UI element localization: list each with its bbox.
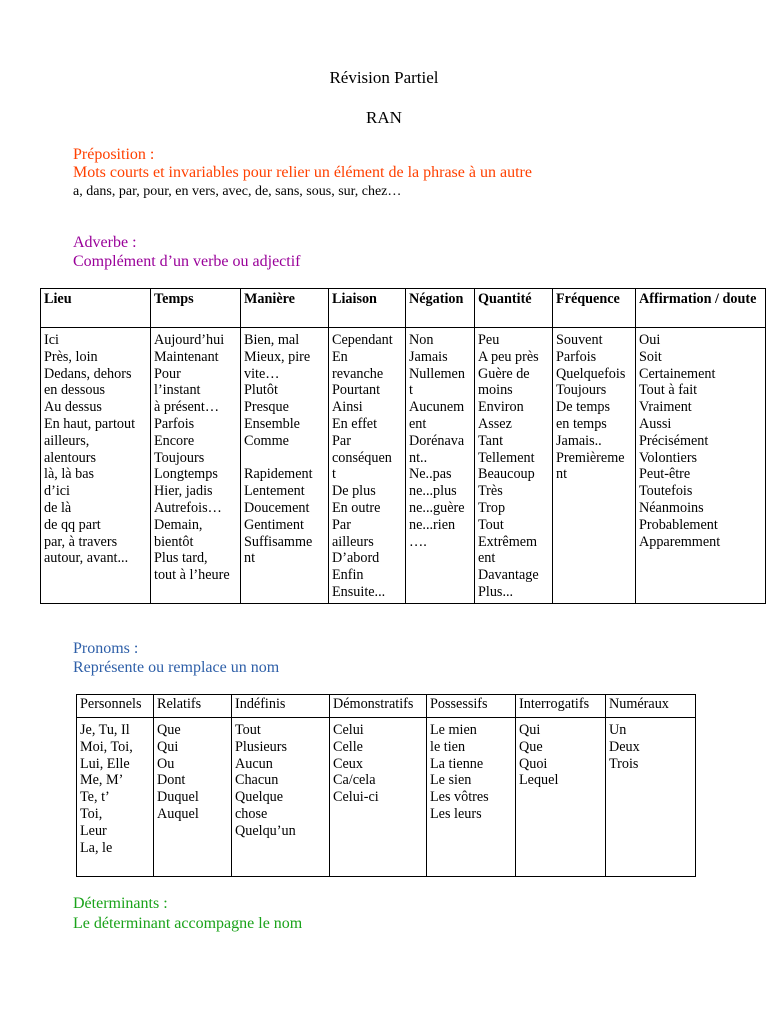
- adverbe-table-cell-line: revanche: [332, 365, 384, 382]
- adverbe-table-cell-line: Toutefois: [639, 483, 693, 500]
- adverbe-table-cell-line: Néanmoins: [639, 499, 704, 516]
- pronoms-heading: Pronoms :: [73, 640, 139, 657]
- adverbe-table-cell-line: de qq part: [44, 516, 101, 533]
- preposition-definition: Mots courts et invariables pour relier un élément de la phrase à un autre: [73, 164, 532, 181]
- adverbe-table-cell-line: Précisément: [639, 432, 709, 449]
- adverbe-table-cell-line: Oui: [639, 332, 661, 348]
- adverbe-table-cell-line: De plus: [332, 483, 376, 500]
- adverbe-table-cell-line: ailleurs: [332, 533, 374, 550]
- adverbe-table-cell-line: Souvent: [556, 332, 603, 348]
- adverbe-table-cell-line: A peu près: [478, 348, 539, 365]
- adverbe-table-cell-line: Aucunem: [409, 399, 465, 416]
- adverbe-table-cell-line: Gentiment: [244, 516, 304, 533]
- adverbe-table-cell-line: Demain,: [154, 516, 203, 533]
- adverbe-table-cell-line: ailleurs,: [44, 432, 90, 449]
- adverbe-table-cell-line: Parfois: [154, 415, 195, 432]
- adverbe-table-cell-line: Par: [332, 432, 351, 449]
- pronoms-table-cell-line: Quelque: [235, 789, 284, 806]
- pronoms-table-cell-line: Quoi: [519, 755, 548, 772]
- adverbe-table-cell-line: là, là bas: [44, 466, 95, 483]
- adverbe-table-cell-line: Ici: [44, 332, 59, 348]
- adverbe-table-cell-line: Tout à fait: [639, 382, 698, 399]
- adverbe-table-column-header: Négation: [406, 289, 475, 328]
- adverbe-table-cell-line: autour, avant...: [44, 550, 129, 567]
- adverbe-table-cell-line: En haut, partout: [44, 415, 136, 432]
- adverbe-table-cell-line: Jamais..: [556, 432, 602, 449]
- adverbe-table-cell-line: ….: [409, 533, 427, 550]
- adverbe-table-cell-line: conséquen: [332, 449, 392, 466]
- adverbe-table-cell-line: Toujours: [154, 449, 205, 466]
- pronoms-table: [76, 694, 696, 877]
- adverbe-table-cell-line: Tellement: [478, 449, 535, 466]
- adverbe-table-cell-line: Bien, mal: [244, 332, 300, 348]
- adverbe-table-cell-line: Ainsi: [332, 399, 363, 416]
- adverbe-table-cell-line: Toujours: [556, 382, 607, 399]
- pronoms-table-cell-line: Un: [609, 722, 627, 738]
- adverbe-table: [40, 288, 766, 604]
- adverbe-table-cell-line: Nullemen: [409, 365, 465, 382]
- document-subtitle: RAN: [366, 108, 402, 127]
- adverbe-table-cell-line: Assez: [478, 415, 512, 432]
- adverbe-table-cell-line: Suffisamme: [244, 533, 313, 550]
- adverbe-table-cell-line: En: [332, 348, 348, 365]
- pronoms-table-cell: [427, 718, 516, 877]
- adverbe-table-cell-line: l’instant: [154, 382, 201, 399]
- pronoms-table-cell-line: Tout: [235, 722, 261, 738]
- adverbe-heading: Adverbe :: [73, 234, 137, 251]
- adverbe-table-cell-line: Extrêmem: [478, 533, 538, 550]
- pronoms-table-cell-line: Celui: [333, 722, 364, 738]
- adverbe-table-cell-line: Guère de: [478, 365, 530, 382]
- pronoms-table-column-header: Démonstratifs: [330, 695, 427, 718]
- pronoms-table-cell-line: Je, Tu, Il: [80, 722, 130, 738]
- pronoms-table-cell-line: Les leurs: [430, 805, 482, 822]
- adverbe-table-cell-line: Plus tard,: [154, 550, 208, 567]
- adverbe-table-cell-line: Dedans, dehors: [44, 365, 132, 382]
- adverbe-table-cell-line: Près, loin: [44, 348, 98, 365]
- adverbe-table-cell-line: Longtemps: [154, 466, 218, 483]
- adverbe-table-cell-line: Davantage: [478, 567, 539, 584]
- adverbe-table-cell: [241, 328, 329, 604]
- adverbe-table-cell-line: Beaucoup: [478, 466, 535, 483]
- adverbe-table-cell-line: Par: [332, 516, 351, 533]
- adverbe-table-cell-line: ne...rien: [409, 516, 456, 533]
- adverbe-table-cell-line: Pourtant: [332, 382, 381, 399]
- adverbe-table-cell-line: Aussi: [639, 415, 672, 432]
- adverbe-table-cell-line: Très: [478, 483, 503, 500]
- adverbe-table-cell-line: d’ici: [44, 483, 70, 500]
- adverbe-table-cell: [553, 328, 636, 604]
- adverbe-table-cell-line: ne...plus: [409, 483, 457, 500]
- determinants-heading: Déterminants :: [73, 895, 168, 912]
- pronoms-table-cell-line: Dont: [157, 772, 186, 789]
- adverbe-table-cell-line: Quelquefois: [556, 365, 626, 382]
- pronoms-table-cell-line: Te, t’: [80, 789, 110, 806]
- pronoms-table-cell-line: Quelqu’un: [235, 822, 296, 839]
- pronoms-table-cell-line: Celle: [333, 738, 363, 755]
- pronoms-table-cell-line: Ou: [157, 755, 175, 772]
- adverbe-table-cell-line: En effet: [332, 415, 378, 432]
- adverbe-table-column-header: Manière: [241, 289, 329, 328]
- adverbe-table-cell-line: De temps: [556, 399, 610, 416]
- adverbe-table-cell: [406, 328, 475, 604]
- adverbe-table-column-header: Liaison: [329, 289, 406, 328]
- pronoms-table-cell-line: La tienne: [430, 755, 484, 772]
- adverbe-table-row: [41, 328, 766, 604]
- adverbe-table-cell-line: à présent…: [154, 399, 220, 416]
- pronoms-table-cell-line: Les vôtres: [430, 789, 489, 806]
- pronoms-table-cell-line: Toi,: [80, 805, 103, 822]
- adverbe-table-column-header: Quantité: [475, 289, 553, 328]
- adverbe-table-cell-line: Presque: [244, 399, 289, 416]
- pronoms-table-cell: [77, 718, 154, 877]
- pronoms-table-cell-line: Trois: [609, 755, 639, 772]
- pronoms-table-cell-line: Qui: [157, 738, 179, 755]
- adverbe-table-cell-line: Certainement: [639, 365, 716, 382]
- adverbe-table-cell-line: Non: [409, 332, 434, 348]
- adverbe-table-column-header: Temps: [151, 289, 241, 328]
- adverbe-table-cell-line: bientôt: [154, 533, 194, 550]
- adverbe-table-cell-line: Peu: [478, 332, 500, 348]
- determinants-definition: Le déterminant accompagne le nom: [73, 915, 303, 932]
- adverbe-table-cell-line: Peut-être: [639, 466, 691, 483]
- adverbe-table-cell-line: Apparemment: [639, 533, 721, 550]
- pronoms-table-column-header: Indéfinis: [232, 695, 330, 718]
- adverbe-table-cell-line: alentours: [44, 449, 97, 466]
- adverbe-table-cell-line: Doucement: [244, 499, 310, 516]
- adverbe-table-cell-line: t: [332, 466, 336, 483]
- document-title: Révision Partiel: [329, 68, 439, 87]
- adverbe-table-cell-line: par, à travers: [44, 533, 118, 550]
- adverbe-table-cell-line: moins: [478, 382, 513, 399]
- pronoms-table-cell-line: Lequel: [519, 772, 559, 789]
- pronoms-table-cell-line: Le mien: [430, 722, 477, 738]
- adverbe-table-cell: [636, 328, 766, 604]
- adverbe-table-cell-line: nt..: [409, 449, 428, 466]
- pronoms-table-cell-line: Me, M’: [80, 772, 124, 789]
- adverbe-table-cell-line: Encore: [154, 432, 195, 449]
- pronoms-table-cell-line: chose: [235, 805, 268, 822]
- pronoms-table-cell: [330, 718, 427, 877]
- pronoms-table-cell-line: Plusieurs: [235, 738, 288, 755]
- adverbe-table-cell-line: Dorénava: [409, 432, 465, 449]
- adverbe-table-cell-line: Ensuite...: [332, 583, 386, 600]
- adverbe-table-cell-line: tout à l’heure: [154, 567, 230, 584]
- adverbe-table-cell-line: Hier, jadis: [154, 483, 213, 500]
- pronoms-table-column-header: Relatifs: [154, 695, 232, 718]
- adverbe-table-cell-line: Autrefois…: [154, 499, 222, 516]
- adverbe-table-cell-line: Ensemble: [244, 415, 300, 432]
- pronoms-table-cell: [154, 718, 232, 877]
- pronoms-table-cell-line: Celui-ci: [333, 789, 379, 806]
- adverbe-table-cell-line: Probablement: [639, 516, 718, 533]
- pronoms-table-header: [77, 695, 696, 718]
- pronoms-table-cell: [606, 718, 696, 877]
- pronoms-table-cell-line: Que: [157, 722, 181, 738]
- pronoms-table-column-header: Numéraux: [606, 695, 696, 718]
- adverbe-table-cell-line: nt: [244, 550, 256, 567]
- pronoms-table-cell-line: Qui: [519, 722, 541, 738]
- adverbe-table-cell-line: Parfois: [556, 348, 597, 365]
- adverbe-table-cell: [151, 328, 241, 604]
- pronoms-table-cell-line: Aucun: [235, 755, 273, 772]
- pronoms-table-column-header: Interrogatifs: [516, 695, 606, 718]
- adverbe-table-header: [41, 289, 766, 328]
- adverbe-table-cell-line: de là: [44, 499, 72, 516]
- adverbe-table-cell-line: Mieux, pire: [244, 348, 311, 365]
- adverbe-table-cell-line: Lentement: [244, 483, 305, 500]
- pronoms-table-column-header: Possessifs: [427, 695, 516, 718]
- adverbe-table-cell-line: en dessous: [44, 382, 106, 399]
- adverbe-table-cell-line: vite…: [244, 365, 280, 382]
- adverbe-table-cell-line: Soit: [639, 348, 662, 365]
- adverbe-table-cell-line: Au dessus: [44, 399, 102, 416]
- pronoms-table-cell: [232, 718, 330, 877]
- pronoms-table-cell-line: Que: [519, 738, 543, 755]
- pronoms-table-column-header: Personnels: [77, 695, 154, 718]
- adverbe-table-column-header: Lieu: [41, 289, 151, 328]
- adverbe-table-cell-line: Maintenant: [154, 348, 219, 365]
- adverbe-table-cell-line: Rapidement: [244, 466, 313, 483]
- adverbe-table-cell-line: Plutôt: [244, 382, 278, 399]
- adverbe-table-cell-line: t: [409, 382, 413, 399]
- pronoms-table-cell-line: Auquel: [157, 805, 199, 822]
- adverbe-table-cell-line: ne...guère: [409, 499, 465, 516]
- pronoms-table-cell-line: Leur: [80, 822, 107, 839]
- pronoms-table-cell: [516, 718, 606, 877]
- adverbe-table-cell: [41, 328, 151, 604]
- adverbe-table-cell-line: en temps: [556, 415, 607, 432]
- adverbe-table-column-header: Affirmation / doute: [636, 289, 766, 328]
- adverbe-table-cell-line: ent: [409, 415, 427, 432]
- pronoms-table-cell-line: Duquel: [157, 789, 199, 806]
- adverbe-table-cell-line: nt: [556, 466, 568, 483]
- preposition-examples: a, dans, par, pour, en vers, avec, de, sans, sous, sur, chez…: [73, 184, 402, 199]
- adverbe-table-column-header: Fréquence: [553, 289, 636, 328]
- adverbe-table-cell-line: Premièreme: [556, 449, 625, 466]
- pronoms-table-cell-line: Ceux: [333, 755, 363, 772]
- adverbe-table-cell-line: Pour: [154, 365, 181, 382]
- adverbe-table-cell-line: Ne..pas: [409, 466, 452, 483]
- adverbe-table-cell-line: Tant: [478, 432, 504, 449]
- adverbe-table-cell-line: Cependant: [332, 332, 393, 348]
- adverbe-table-cell-line: Tout: [478, 516, 504, 533]
- pronoms-table-cell-line: le tien: [430, 738, 466, 755]
- adverbe-table-cell-line: Trop: [478, 499, 506, 516]
- adverbe-table-cell: [329, 328, 406, 604]
- pronoms-table-cell-line: Le sien: [430, 772, 472, 789]
- adverbe-table-cell-line: ent: [478, 550, 496, 567]
- pronoms-table-cell-line: Chacun: [235, 772, 279, 789]
- adverbe-table-cell-line: Volontiers: [639, 449, 698, 466]
- adverbe-table-cell-line: Comme: [244, 432, 289, 449]
- adverbe-table-cell-line: Aujourd’hui: [154, 332, 225, 348]
- adverbe-table-cell-line: D’abord: [332, 550, 380, 567]
- pronoms-table-row: [77, 718, 696, 877]
- pronoms-definition: Représente ou remplace un nom: [73, 659, 280, 676]
- adverbe-table-cell-line: Enfin: [332, 567, 364, 584]
- adverbe-table-cell-line: Plus...: [478, 583, 514, 600]
- adverbe-table-cell-line: En outre: [332, 499, 381, 516]
- adverbe-table-cell-line: Vraiment: [639, 399, 692, 416]
- preposition-heading: Préposition :: [73, 146, 155, 163]
- adverbe-table-cell-line: Environ: [478, 399, 524, 416]
- pronoms-table-cell-line: Deux: [609, 738, 640, 755]
- pronoms-table-cell-line: La, le: [80, 839, 113, 856]
- adverbe-table-cell-line: [244, 450, 325, 467]
- pronoms-table-cell-line: Moi, Toi,: [80, 738, 133, 755]
- adverbe-table-cell: [475, 328, 553, 604]
- pronoms-table-cell-line: Lui, Elle: [80, 755, 130, 772]
- adverbe-table-cell-line: Jamais: [409, 348, 448, 365]
- pronoms-table-cell-line: Ca/cela: [333, 772, 376, 789]
- adverbe-definition: Complément d’un verbe ou adjectif: [73, 253, 301, 270]
